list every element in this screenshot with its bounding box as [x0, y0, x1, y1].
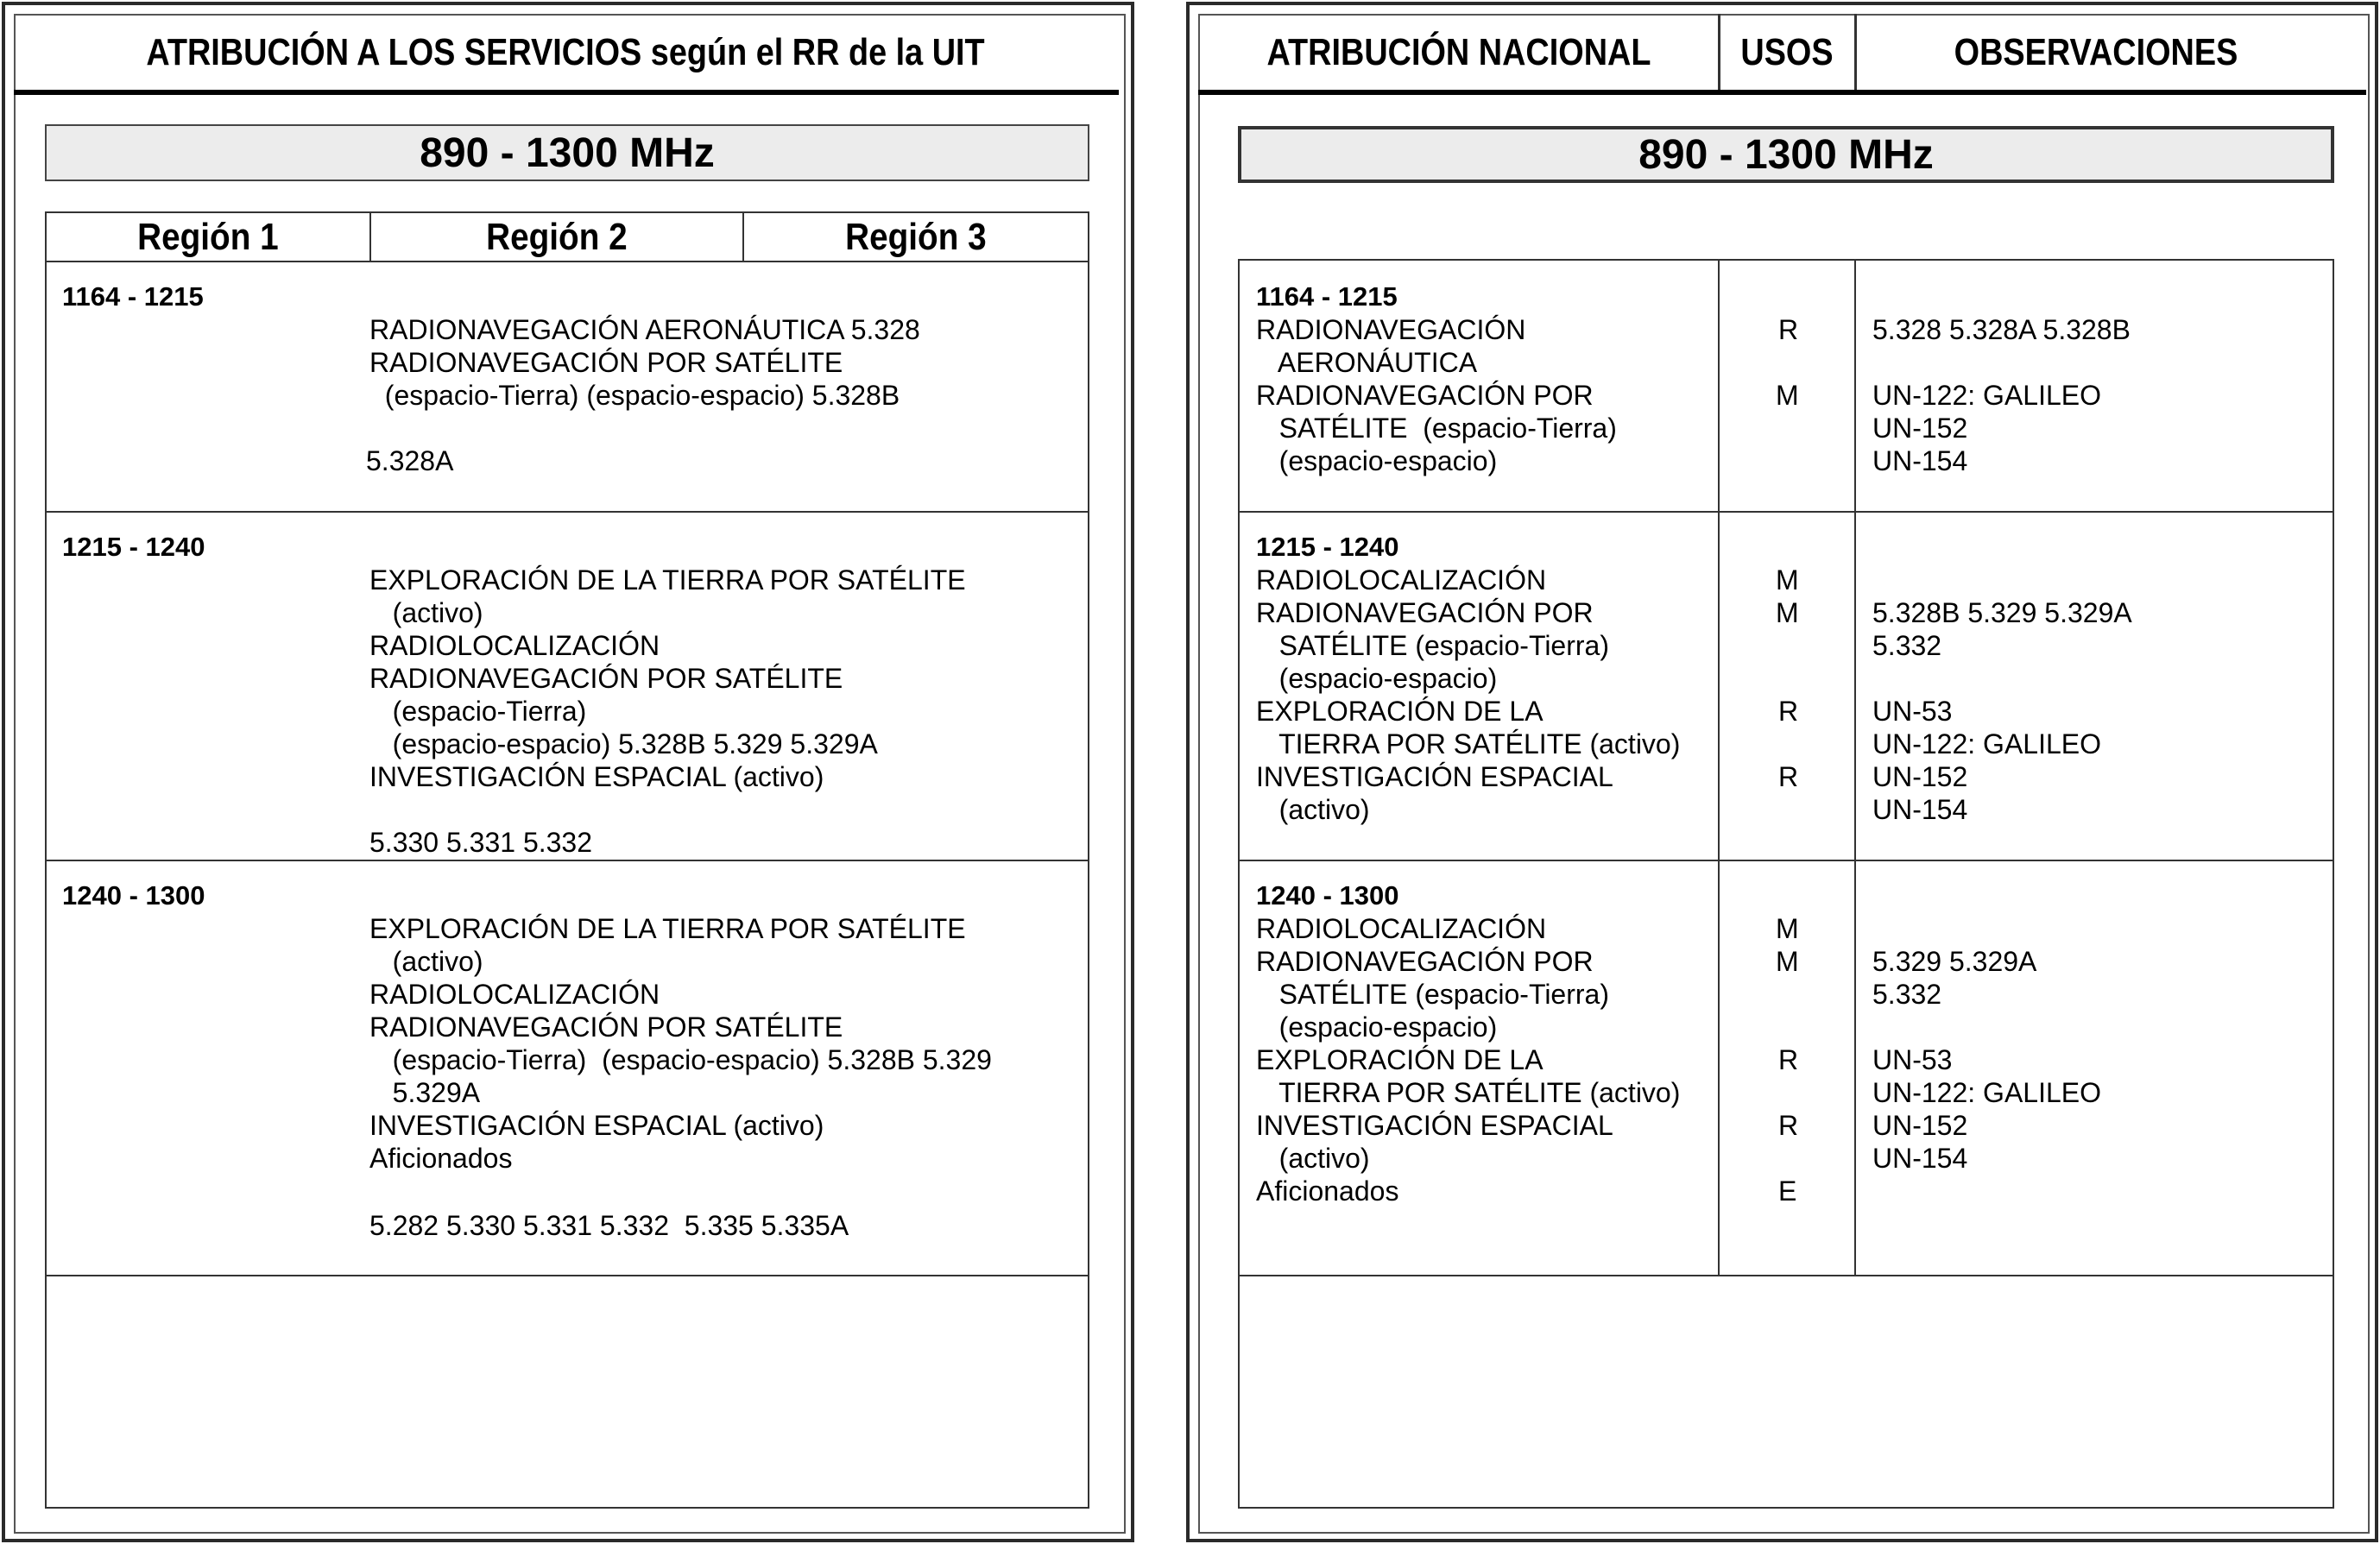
region-2-header: Región 2	[486, 215, 628, 258]
right-row-3-service: Aficionados	[1256, 1175, 1399, 1207]
right-row-3-service: SATÉLITE (espacio-Tierra)	[1256, 979, 1609, 1010]
right-header-usos: USOS	[1740, 31, 1834, 73]
right-row-1-range: 1164 - 1215	[1256, 281, 1398, 312]
right-row-2-service: INVESTIGACIÓN ESPACIAL	[1256, 761, 1613, 792]
right-row-3-note: UN-122: GALILEO	[1872, 1077, 2101, 1108]
right-header-observaciones: OBSERVACIONES	[1954, 31, 2238, 73]
right-row-2-use: M	[1776, 564, 1799, 596]
left-row-3-line-7: INVESTIGACIÓN ESPACIAL (activo)	[369, 1110, 824, 1141]
right-row-2-use: R	[1778, 761, 1799, 792]
right-row-3-service: (activo)	[1256, 1143, 1370, 1174]
region-1-header: Región 1	[137, 215, 279, 258]
left-row-1-line-3: (espacio-Tierra) (espacio-espacio) 5.328B	[369, 380, 900, 411]
right-row-2-service: RADIONAVEGACIÓN POR	[1256, 597, 1594, 628]
right-row-2-note: UN-154	[1872, 794, 1968, 825]
right-row-2-service: (activo)	[1256, 794, 1370, 825]
left-row-2-line-5: (espacio-Tierra)	[369, 696, 587, 727]
left-row-3-line-6: 5.329A	[369, 1077, 481, 1108]
right-row-2-use: M	[1776, 597, 1799, 628]
right-row-3-service: TIERRA POR SATÉLITE (activo)	[1256, 1077, 1681, 1108]
right-row-2-note: 5.332	[1872, 630, 1942, 661]
right-row-3-service: INVESTIGACIÓN ESPACIAL	[1256, 1110, 1613, 1141]
right-row-2-note: 5.328B 5.329 5.329A	[1872, 597, 2132, 628]
right-header-rule	[1198, 90, 2366, 95]
right-row-3-note: UN-152	[1872, 1110, 1968, 1141]
right-row-1-service: RADIONAVEGACIÓN	[1256, 314, 1526, 345]
right-row-2-service: TIERRA POR SATÉLITE (activo)	[1256, 728, 1681, 759]
left-row-2-line-1: EXPLORACIÓN DE LA TIERRA POR SATÉLITE	[369, 564, 966, 596]
right-row-3-note: 5.329 5.329A	[1872, 946, 2037, 977]
left-row-1-line-1: RADIONAVEGACIÓN AERONÁUTICA 5.328	[369, 314, 920, 345]
left-page-header: ATRIBUCIÓN A LOS SERVICIOS según el RR de la UIT	[146, 31, 985, 73]
right-row-3-service: (espacio-espacio)	[1256, 1011, 1498, 1043]
right-row-2-service: (espacio-espacio)	[1256, 663, 1498, 694]
right-row-2-service: SATÉLITE (espacio-Tierra)	[1256, 630, 1609, 661]
right-row-3-use: R	[1778, 1110, 1799, 1141]
right-row-2-note: UN-122: GALILEO	[1872, 728, 2101, 759]
right-row-1-note: UN-122: GALILEO	[1872, 380, 2101, 411]
right-row-3-use: E	[1778, 1175, 1797, 1207]
left-row-3-footnote: 5.282 5.330 5.331 5.332 5.335 5.335A	[369, 1210, 849, 1241]
right-row-1-use: R	[1778, 314, 1799, 345]
right-row-2-note: UN-152	[1872, 761, 1968, 792]
right-row-1-service: RADIONAVEGACIÓN POR	[1256, 380, 1594, 411]
right-row-2-service: RADIOLOCALIZACIÓN	[1256, 564, 1547, 596]
right-row-2-note: UN-53	[1872, 696, 1953, 727]
right-row-3-note: UN-154	[1872, 1143, 1968, 1174]
left-row-3-line-1: EXPLORACIÓN DE LA TIERRA POR SATÉLITE	[369, 913, 966, 944]
left-row-3-line-3: RADIOLOCALIZACIÓN	[369, 979, 660, 1010]
left-row-3-line-8: Aficionados	[369, 1143, 513, 1174]
left-row-3-line-5: (espacio-Tierra) (espacio-espacio) 5.328B 5.329	[369, 1044, 992, 1075]
right-row-1-service: SATÉLITE (espacio-Tierra)	[1256, 413, 1617, 444]
right-row-3-note: 5.332	[1872, 979, 1942, 1010]
right-row-1-service: (espacio-espacio)	[1256, 445, 1498, 476]
right-row-3-use: M	[1776, 913, 1799, 944]
right-row-3-use: R	[1778, 1044, 1799, 1075]
right-row-1-note: UN-152	[1872, 413, 1968, 444]
left-row-1-range: 1164 - 1215	[62, 281, 204, 312]
left-row-2-line-4: RADIONAVEGACIÓN POR SATÉLITE	[369, 663, 843, 694]
left-row-3-range: 1240 - 1300	[62, 880, 205, 911]
right-row-1-use: M	[1776, 380, 1799, 411]
right-band-title: 890 - 1300 MHz	[1238, 126, 2334, 183]
right-row-3-service: RADIOLOCALIZACIÓN	[1256, 913, 1547, 944]
right-header-national: ATRIBUCIÓN NACIONAL	[1266, 31, 1651, 73]
right-row-3-use: M	[1776, 946, 1799, 977]
right-row-1-note: UN-154	[1872, 445, 1968, 476]
right-row-2-use: R	[1778, 696, 1799, 727]
right-row-2-service: EXPLORACIÓN DE LA	[1256, 696, 1544, 727]
right-row-3-service: RADIONAVEGACIÓN POR	[1256, 946, 1594, 977]
left-row-1-footnote: 5.328A	[366, 445, 454, 476]
right-row-2-range: 1215 - 1240	[1256, 532, 1399, 562]
left-row-1-line-2: RADIONAVEGACIÓN POR SATÉLITE	[369, 347, 843, 378]
left-row-2-footnote: 5.330 5.331 5.332	[369, 827, 593, 858]
left-row-2-line-2: (activo)	[369, 597, 483, 628]
left-row-2-range: 1215 - 1240	[62, 532, 205, 562]
right-row-3-service: EXPLORACIÓN DE LA	[1256, 1044, 1544, 1075]
left-band-title: 890 - 1300 MHz	[45, 124, 1089, 181]
left-row-2-line-3: RADIOLOCALIZACIÓN	[369, 630, 660, 661]
left-header-rule	[14, 90, 1119, 95]
right-row-1-note: 5.328 5.328A 5.328B	[1872, 314, 2131, 345]
left-row-3-line-4: RADIONAVEGACIÓN POR SATÉLITE	[369, 1011, 843, 1043]
right-row-1-service: AERONÁUTICA	[1256, 347, 1478, 378]
left-row-3-line-2: (activo)	[369, 946, 483, 977]
left-row-2-line-7: INVESTIGACIÓN ESPACIAL (activo)	[369, 761, 824, 792]
left-row-2-line-6: (espacio-espacio) 5.328B 5.329 5.329A	[369, 728, 878, 759]
right-row-3-note: UN-53	[1872, 1044, 1953, 1075]
right-row-3-range: 1240 - 1300	[1256, 880, 1399, 911]
region-3-header: Región 3	[845, 215, 987, 258]
